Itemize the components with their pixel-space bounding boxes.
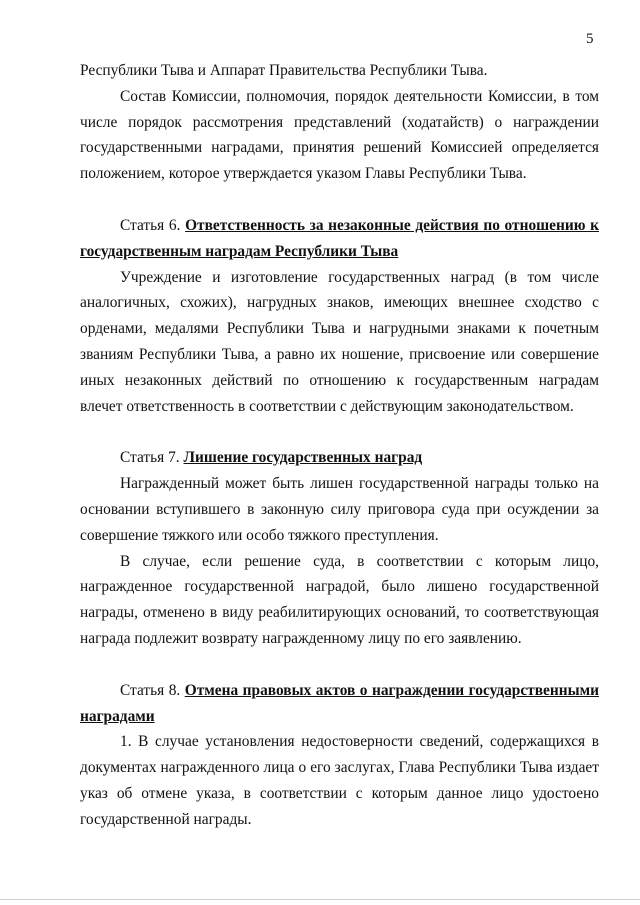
article-8-heading <box>80 678 599 730</box>
article-7-paragraph-1: Награжденный может быть лишен государственной награды только на основании вступившего в законную силу приговора суда при осуждении за совершение тяжкого или особо тяжкого преступления. <box>80 475 599 544</box>
article-7-label: Статья 7. <box>120 449 180 467</box>
article-8-paragraph-1: 1. В случае установления недостоверности сведений, содержащихся в документах награжденного лица о его заслугах, Глава Республики Тыва издает указ об отмене указа, в соответствии с которым данное лицо удостоено государственной награды. <box>80 733 599 828</box>
document-body <box>80 58 599 833</box>
article-6-heading <box>80 213 599 265</box>
paragraph-continuation: Республики Тыва и Аппарат Правительства Республики Тыва. <box>80 62 488 79</box>
spacer <box>80 187 599 213</box>
paragraph-commission: Состав Комиссии, полномочия, порядок деятельности Комиссии, в том числе порядок рассмотрения представлений (ходатайств) о награждении государственными наградами, принятия решений Комиссией определяется положением, которое утверждается указом Главы Республики Тыва. <box>80 87 599 183</box>
article-6-paragraph-1: Учреждение и изготовление государственных наград (в том числе аналогичных, схожих), нагрудных знаков, имеющих внешнее сходство с орденами, медалями Республики Тыва и нагрудными знаками к почетным званиям Республики Тыва, а равно их ношение, присвоение или совершение иных незаконных действий по отношению к государственным наградам влечет ответственность в соответствии с действующим законодательством. <box>80 268 599 415</box>
article-8-label: Статья 8. <box>120 681 181 699</box>
article-7-heading <box>80 445 599 471</box>
article-6-label: Статья 6. <box>120 216 181 234</box>
scan-edge-line <box>0 899 640 900</box>
page-number: 5 <box>586 31 594 47</box>
article-6-title: Ответственность за незаконные действия по отношению к государственным наградам Республики Тыва <box>80 216 599 260</box>
article-7-paragraph-2: В случае, если решение суда, в соответствии с которым лицо, награжденное государственной наградой, было лишено государственной награды, отменено в виду реабилитирующих оснований, то соответствующая награда подлежит возврату награжденному лицу по его заявлению. <box>80 552 599 647</box>
spacer <box>80 652 599 678</box>
spacer <box>80 419 599 445</box>
article-7-title: Лишение государственных наград <box>183 449 423 467</box>
article-8-title: Отмена правовых актов о награждении государственными наградами <box>80 681 599 725</box>
